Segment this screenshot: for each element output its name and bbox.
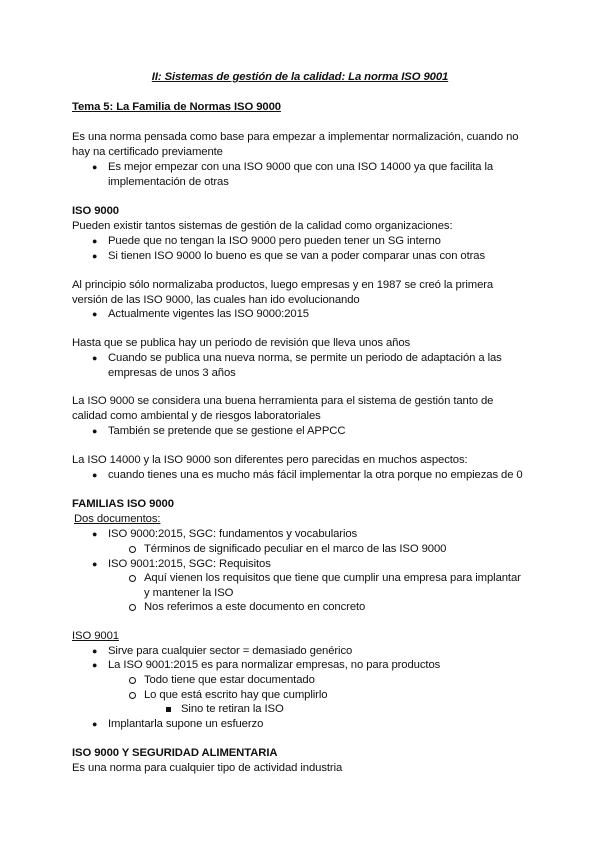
- list-item: Términos de significado peculiar en el marco de las ISO 9000: [144, 543, 447, 555]
- bullet-icon: ●: [92, 309, 98, 319]
- paragraph: La ISO 9000 se considera una buena herramienta para el sistema de gestión tanto de: [72, 395, 494, 407]
- paragraph: Es una norma para cualquier tipo de actividad industria: [72, 762, 343, 774]
- list-item: empresas de unos 3 años: [108, 367, 236, 379]
- list-item: Nos referimos a este documento en concreto: [144, 601, 366, 613]
- section-heading-tema5: Tema 5: La Familia de Normas ISO 9000: [72, 101, 281, 113]
- bullet-icon: ●: [92, 660, 98, 670]
- bullet-icon: ●: [92, 719, 98, 729]
- paragraph: Es una norma pensada como base para empezar a implementar normalización, cuando no: [72, 131, 519, 143]
- list-item: Actualmente vigentes las ISO 9000:2015: [108, 308, 309, 320]
- paragraph: Hasta que se publica hay un periodo de revisión que lleva unos años: [72, 337, 411, 349]
- list-item: implementación de otras: [108, 176, 229, 188]
- bullet-icon: ●: [92, 470, 98, 480]
- bullet-icon: ●: [92, 529, 98, 539]
- subheading-iso9001: ISO 9001: [72, 630, 119, 642]
- list-item: cuando tienes una es mucho más fácil implementar la otra porque no empiezas de 0: [108, 469, 523, 481]
- bullet-icon: ●: [92, 162, 98, 172]
- list-item: Implantarla supone un esfuerzo: [108, 718, 264, 730]
- bullet-icon: ●: [92, 251, 98, 261]
- list-item: Todo tiene que estar documentado: [144, 674, 315, 686]
- list-item: Si tienen ISO 9000 lo bueno es que se van a poder comparar unas con otras: [108, 250, 486, 262]
- bullet-icon: ●: [92, 559, 98, 569]
- list-item: Puede que no tengan la ISO 9000 pero pueden tener un SG interno: [108, 235, 441, 247]
- circle-bullet-icon: [129, 604, 136, 611]
- paragraph: La ISO 14000 y la ISO 9000 son diferentes pero parecidas en muchos aspectos:: [72, 454, 468, 466]
- section-heading-familias: FAMILIAS ISO 9000: [72, 498, 174, 510]
- bullet-icon: ●: [92, 646, 98, 656]
- paragraph: calidad como ambiental y de riesgos laboratoriales: [72, 410, 321, 422]
- bullet-icon: ●: [92, 236, 98, 246]
- circle-bullet-icon: [129, 575, 136, 582]
- list-item: Sino te retiran la ISO: [181, 703, 284, 715]
- bullet-icon: ●: [92, 353, 98, 363]
- section-heading-iso9000: ISO 9000: [72, 205, 119, 217]
- bullet-icon: ●: [92, 426, 98, 436]
- circle-bullet-icon: [129, 677, 136, 684]
- list-item: ISO 9000:2015, SGC: fundamentos y vocabularios: [108, 528, 358, 540]
- circle-bullet-icon: [129, 546, 136, 553]
- document-title: II: Sistemas de gestión de la calidad: La norma ISO 9001: [151, 71, 449, 83]
- list-item: Lo que está escrito hay que cumplirlo: [144, 689, 328, 701]
- list-item: Aquí vienen los requisitos que tiene que cumplir una empresa para implantar: [144, 572, 521, 584]
- subheading-dos-documentos: Dos documentos:: [74, 513, 161, 525]
- paragraph: Al principio sólo normalizaba productos, luego empresas y en 1987 se creó la primera: [72, 279, 494, 291]
- list-item: La ISO 9001:2015 es para normalizar empresas, no para productos: [108, 659, 441, 671]
- list-item: Sirve para cualquier sector = demasiado genérico: [108, 645, 353, 657]
- list-item: Es mejor empezar con una ISO 9000 que con una ISO 14000 ya que facilita la: [108, 161, 494, 173]
- list-item: También se pretende que se gestione el APPCC: [108, 425, 346, 437]
- circle-bullet-icon: [129, 692, 136, 699]
- paragraph: Pueden existir tantos sistemas de gestión de la calidad como organizaciones:: [72, 220, 453, 232]
- section-heading-seguridad: ISO 9000 Y SEGURIDAD ALIMENTARIA: [72, 747, 278, 759]
- square-bullet-icon: [166, 707, 171, 712]
- paragraph: versión de las ISO 9000, las cuales han ido evolucionando: [72, 294, 360, 306]
- paragraph: hay na certificado previamente: [72, 146, 223, 158]
- list-item: Cuando se publica una nueva norma, se permite un periodo de adaptación a las: [108, 352, 502, 364]
- list-item: ISO 9001:2015, SGC: Requisitos: [108, 558, 271, 570]
- list-item: y mantener la ISO: [144, 587, 234, 599]
